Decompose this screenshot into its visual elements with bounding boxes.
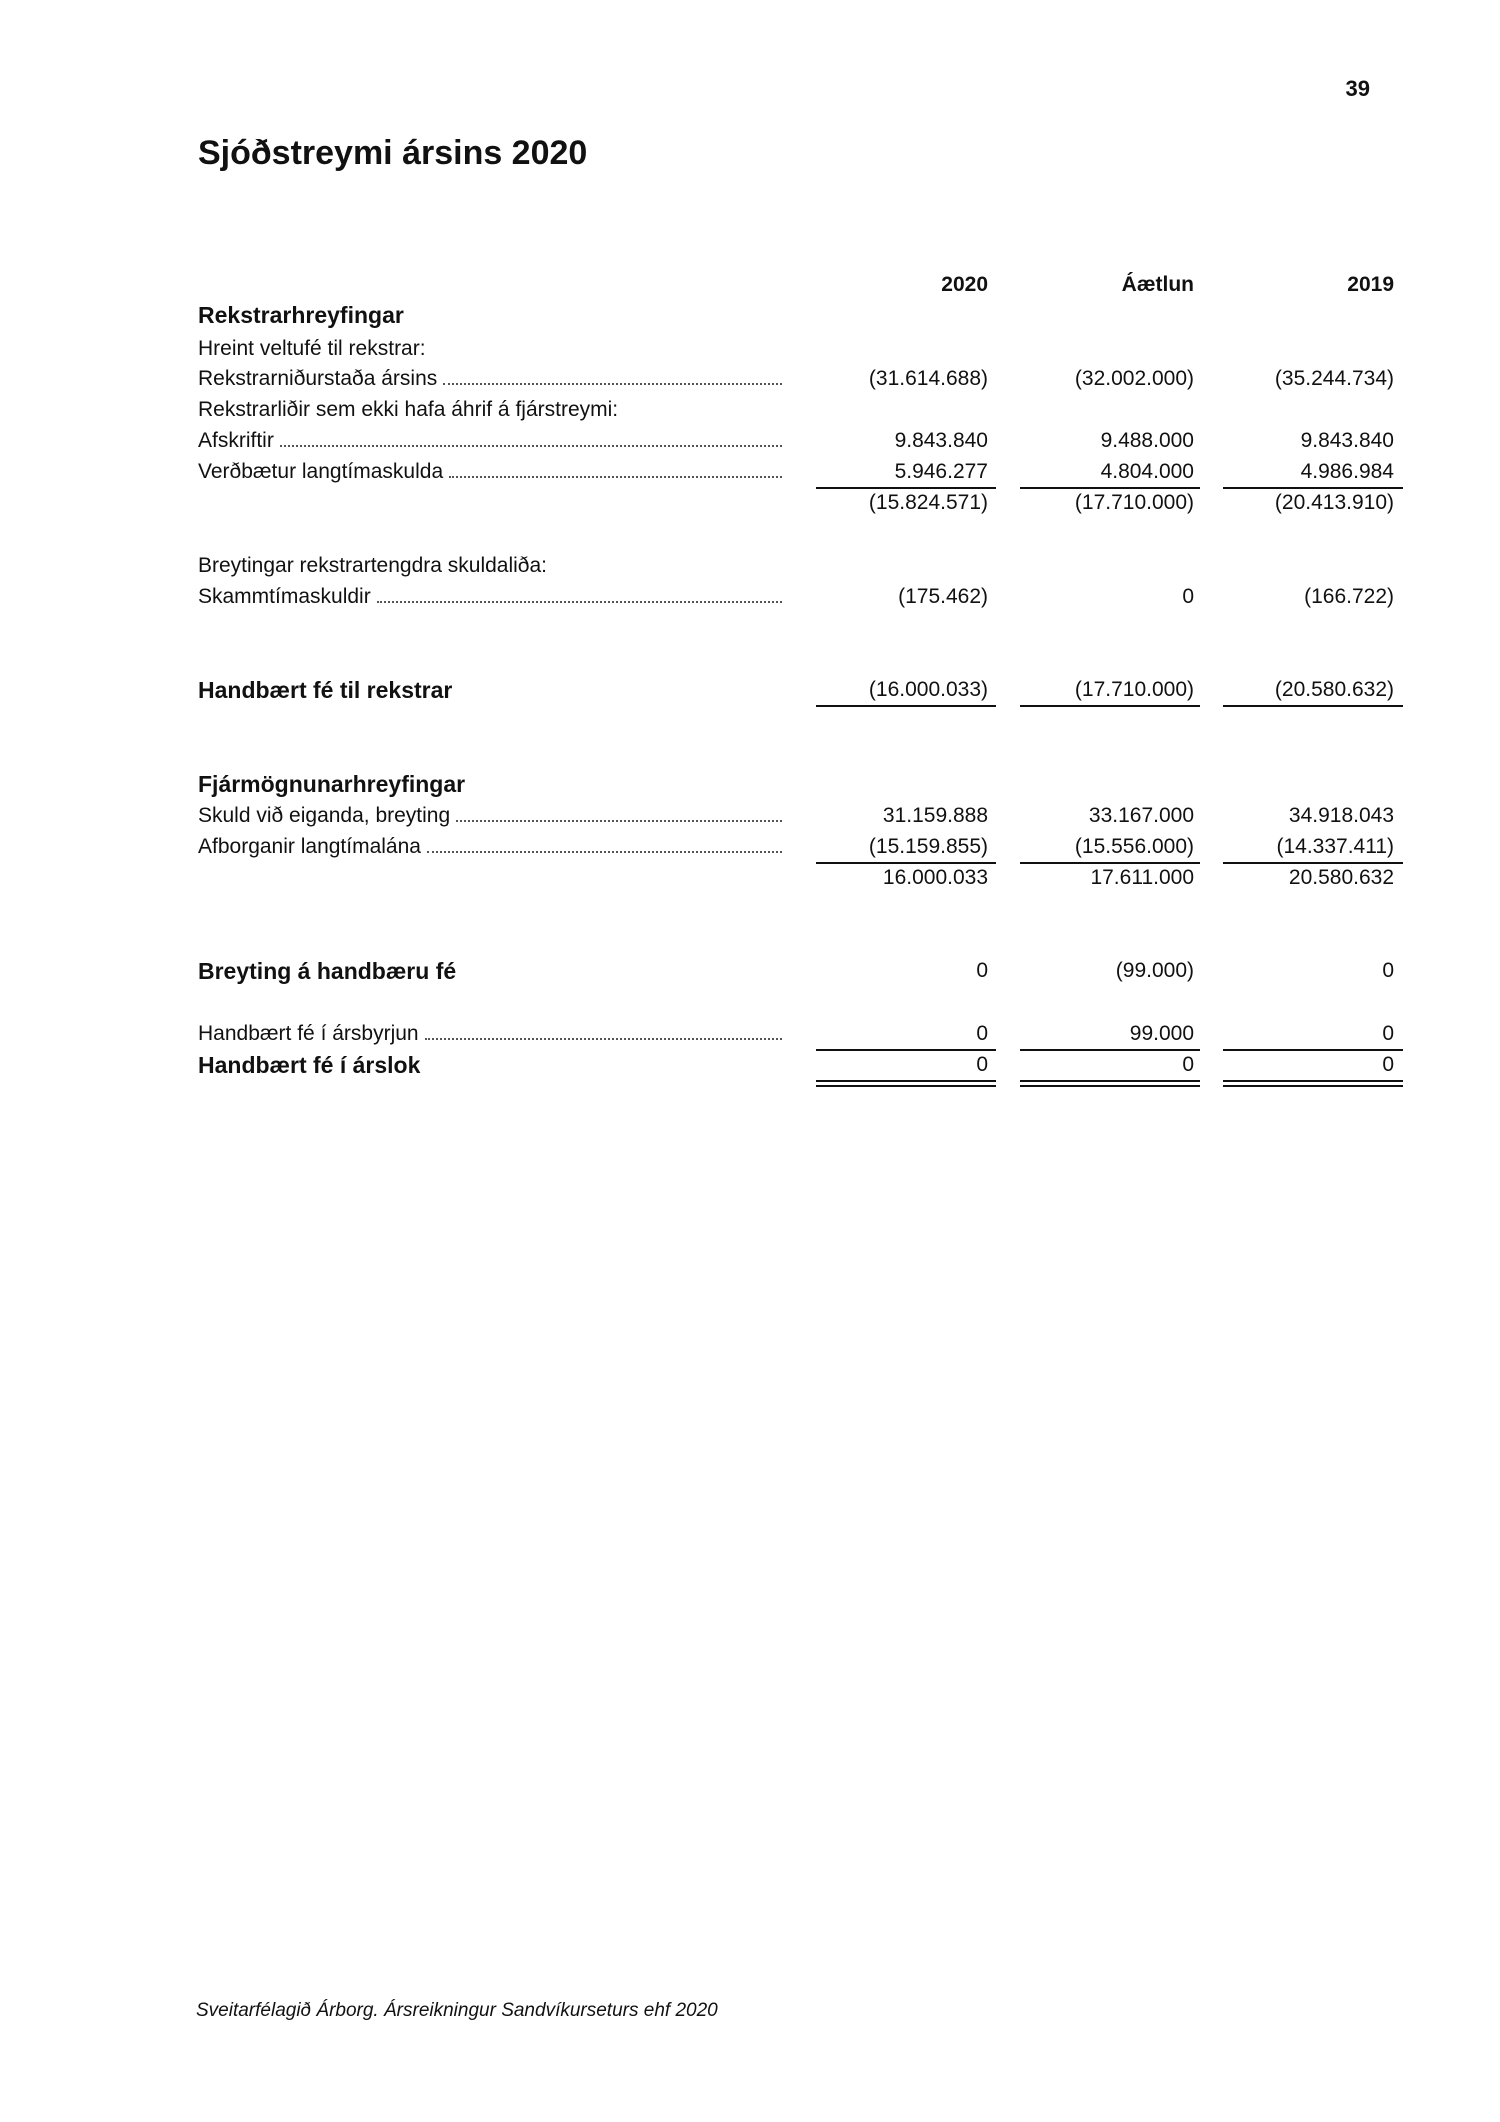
value-budget: 4.804.000 [1100,460,1194,483]
dot-leader [425,1019,782,1040]
row-depreciation [198,426,1402,456]
dot-leader [377,582,782,603]
value-2019: 4.986.984 [1300,460,1394,483]
value-budget: (15.556.000) [1074,835,1194,858]
column-header-2020: 2020 [941,273,988,296]
column-header-budget: Áætlun [1121,273,1194,296]
value-2019: (35.244.734) [1274,367,1394,390]
row-label: Breyting á handbæru fé [198,958,457,984]
double-underline [1020,1080,1200,1082]
row-repayments [198,832,1402,862]
double-underline [816,1080,996,1082]
double-underline [1223,1085,1403,1087]
row-short-term-liabilities [198,582,1402,612]
value-2020: (31.614.688) [868,367,988,390]
value-2020: 0 [976,1053,988,1076]
dot-leader [427,832,782,853]
value-2020: (175.462) [898,585,988,608]
page-number: 39 [1345,76,1370,101]
section-heading-operating: Rekstrarhreyfingar [198,302,404,328]
row-label: Handbært fé í ársbyrjun [198,1022,419,1045]
row-cash-from-operations [198,675,1402,705]
row-label: Verðbætur langtímaskulda [198,460,444,483]
row-opening-cash [198,1019,1402,1049]
value-budget: 33.167.000 [1088,804,1194,827]
row-subtotal-financing [198,863,1402,893]
underline [1223,705,1403,707]
value-2019: 0 [1382,1022,1394,1045]
row-indexation [198,457,1402,487]
row-label: Handbært fé í árslok [198,1052,421,1078]
value-budget: (17.710.000) [1074,491,1194,514]
value-2019: (20.580.632) [1274,678,1394,701]
dot-leader [449,457,782,478]
column-headers [198,270,1402,300]
double-underline [816,1085,996,1087]
double-underline [1020,1085,1200,1087]
row-label: Skuld við eiganda, breyting [198,804,451,827]
value-2019: 34.918.043 [1288,804,1394,827]
value-2020: 31.159.888 [882,804,988,827]
value-budget: 9.488.000 [1100,429,1194,452]
value-2020: (15.824.571) [868,491,988,514]
row-change-in-cash [198,956,1402,986]
value-2019: 0 [1382,1053,1394,1076]
value-2020: (16.000.033) [868,678,988,701]
value-2019: 9.843.840 [1300,429,1394,452]
value-budget: 0 [1182,585,1194,608]
value-budget: (32.002.000) [1074,367,1194,390]
value-2019: (20.413.910) [1274,491,1394,514]
value-2020: (15.159.855) [868,835,988,858]
value-budget: (17.710.000) [1074,678,1194,701]
subheading-liability-changes: Breytingar rekstrartengdra skuldaliða: [198,554,548,577]
dot-leader [280,426,782,447]
value-2019: (166.722) [1304,585,1394,608]
row-closing-cash [198,1050,1402,1080]
dot-leader [443,364,782,385]
value-budget: 99.000 [1129,1022,1194,1045]
value-budget: (99.000) [1115,959,1194,982]
page-title: Sjóðstreymi ársins 2020 [198,134,588,172]
value-budget: 0 [1182,1053,1194,1076]
row-subtotal-operating [198,488,1402,518]
value-2019: (14.337.411) [1276,835,1394,858]
value-2019: 0 [1382,959,1394,982]
value-2020: 0 [976,959,988,982]
row-label: Afborganir langtímalána [198,835,421,858]
value-2020: 5.946.277 [894,460,988,483]
value-2020: 0 [976,1022,988,1045]
value-2020: 9.843.840 [894,429,988,452]
column-header-2019: 2019 [1347,273,1394,296]
subheading-non-cash: Rekstrarliðir sem ekki hafa áhrif á fjárstreymi: [198,398,619,421]
value-budget: 17.611.000 [1090,866,1194,889]
underline [816,705,996,707]
row-label: Rekstrarniðurstaða ársins [198,367,438,390]
double-underline [1223,1080,1403,1082]
row-label: Afskriftir [198,429,274,452]
dot-leader [456,801,782,822]
value-2020: 16.000.033 [882,866,988,889]
section-heading-financing: Fjármögnunarhreyfingar [198,771,466,797]
value-2019: 20.580.632 [1288,866,1394,889]
subheading-working-capital: Hreint veltufé til rekstrar: [198,337,426,360]
row-label: Skammtímaskuldir [198,585,371,608]
row-operating-result [198,364,1402,394]
row-label: Handbært fé til rekstrar [198,677,453,703]
row-owner-debt [198,801,1402,831]
underline [1020,705,1200,707]
page-footer: Sveitarfélagið Árborg. Ársreikningur Sandvíkurseturs ehf 2020 [196,2000,718,2021]
